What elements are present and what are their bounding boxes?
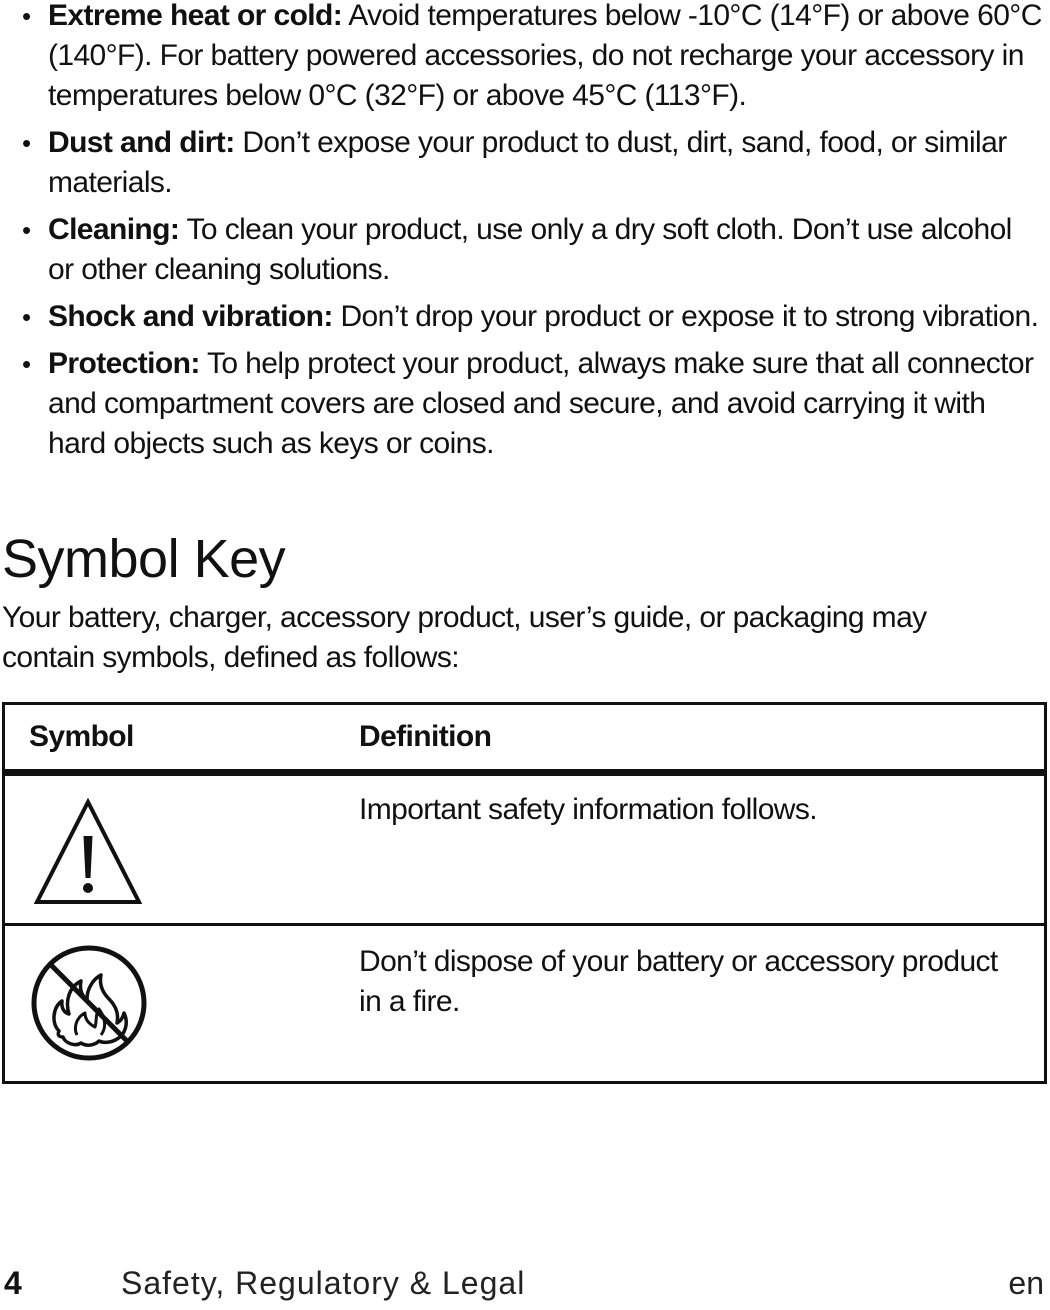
bullet-text: Don’t drop your product or expose it to strong vibration. <box>332 300 1039 333</box>
bullet-term: Cleaning: <box>48 213 180 246</box>
bullet-dot: • <box>22 1 31 31</box>
table-row <box>5 926 1044 1081</box>
row-definition: Important safety information follows. <box>359 793 818 826</box>
bullet-dust-dirt <box>0 123 1050 203</box>
table-row <box>5 776 1044 926</box>
bullet-dot: • <box>22 128 31 158</box>
bullet-text: To help protect your product, always make sure that all connector and compartment covers are closed and secure, and avoid carrying it with hard objects such as keys or coins. <box>48 347 1034 460</box>
bullet-term: Shock and vibration: <box>48 300 333 333</box>
bullet-dot: • <box>22 215 31 245</box>
bullet-term: Extreme heat or cold: <box>48 0 343 32</box>
footer-title: Safety, Regulatory & Legal <box>121 1265 526 1301</box>
bullet-text: To clean your product, use only a dry soft cloth. Don’t use alcohol or other cleaning solutions. <box>48 213 1012 286</box>
header-definition: Definition <box>359 720 492 753</box>
page-footer <box>0 1265 1050 1309</box>
bullet-text: Avoid temperatures below -10°C (14°F) or above 60°C (140°F). For battery powered accessories, do not recharge your accessory in temperatures below 0°C (32°F) or above 45°C (113°F). <box>48 0 1042 112</box>
bullet-dot: • <box>22 302 31 332</box>
header-symbol: Symbol <box>29 720 134 753</box>
bullet-term: Protection: <box>48 347 200 380</box>
table-header <box>5 705 1044 776</box>
bullet-text: Don’t expose your product to dust, dirt, sand, food, or similar materials. <box>48 126 1007 199</box>
section-intro: Your battery, charger, accessory product, user’s guide, or packaging may contain symbols, defined as follows: <box>2 601 927 674</box>
symbol-key-table <box>2 702 1047 1084</box>
warning-triangle-icon <box>33 798 143 911</box>
no-fire-icon <box>29 943 149 1068</box>
bullet-protection <box>0 344 1050 464</box>
safety-bullet-list <box>0 0 1050 475</box>
bullet-cleaning <box>0 210 1050 290</box>
row-definition: Don’t dispose of your battery or accessory product in a fire. <box>359 945 998 1018</box>
bullet-term: Dust and dirt: <box>48 126 235 159</box>
section-title: Symbol Key <box>2 529 286 589</box>
bullet-shock-vibration <box>0 297 1050 337</box>
page-number: 4 <box>4 1265 22 1301</box>
bullet-dot: • <box>22 349 31 379</box>
footer-language: en <box>1008 1265 1044 1301</box>
bullet-extreme-heat <box>0 0 1050 116</box>
